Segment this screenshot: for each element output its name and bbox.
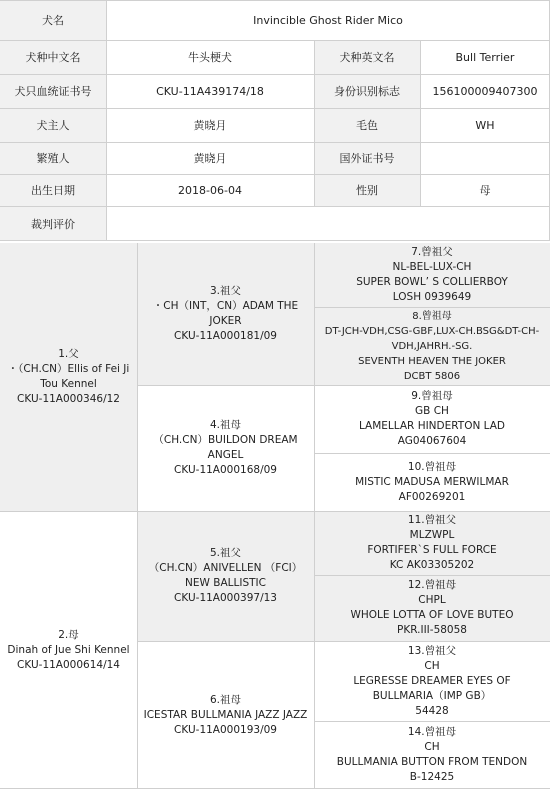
g13-reg: 54428 [415,704,449,717]
grandsire-5-cell [137,511,314,641]
grid-line [0,0,550,1]
g12-line1: CHPL [418,594,446,606]
g11-title: 11.曾祖父 [407,514,457,526]
grid-line [137,243,138,789]
grandsire-3-cell [137,243,314,385]
dam-name-line1: Dinah of Jue Shi Kennel [7,643,130,656]
grid-line [106,0,107,241]
breeder-label: 繁殖人 [0,142,106,174]
g4-name-line2: ANGEL [207,449,244,461]
grid-line [0,74,550,75]
g5-reg: CKU-11A000397/13 [174,592,277,604]
birth-value: 2018-06-04 [178,183,242,197]
g8-line1: DT-JCH-VDH,CSG-GBF,LUX-CH.BSG&DT-CH- [324,325,540,337]
g14-line1: CH [424,741,440,753]
great-granddam-8-cell [314,307,550,385]
g10-title: 10.曾祖母 [407,460,457,473]
sire-reg: CKU-11A000346/12 [17,393,120,405]
grid-line [314,40,315,206]
g4-name-line1: （CH.CN）BUILDON DREAM [153,434,298,446]
g8-line2: VDH,JAHRH.-SG. [391,340,473,352]
great-granddam-14-cell [314,721,550,789]
pedigree-no-label: 犬只血统证书号 [0,74,106,108]
color-value: WH [475,118,495,132]
id-value: 156100009407300 [432,84,538,98]
color-label: 毛色 [314,108,420,142]
g13-line3: BULLMARIA（IMP GB） [372,689,492,702]
g12-title: 12.曾祖母 [407,579,457,591]
sire-cell [0,243,137,511]
granddam-4-cell [137,385,314,511]
grid-line [137,385,550,386]
g8-title: 8.曾祖母 [412,310,452,322]
g5-name-line2: NEW BALLISTIC [185,577,266,589]
great-granddam-12-cell [314,575,550,641]
g7-line1: NL-BEL-LUX-CH [392,261,472,273]
id-label: 身份识别标志 [314,74,420,108]
grid-line [314,307,550,308]
grid-line [0,240,550,241]
g10-line1: MISTIC MADUSA MERWILMAR [355,475,509,488]
g13-line2: LEGRESSE DREAMER EYES OF [353,674,511,687]
foreign-cert-value [420,142,550,174]
pedigree-table [0,243,550,789]
great-granddam-9-cell [314,385,550,453]
g13-line1: CH [424,659,440,672]
grid-line [0,108,550,109]
g8-reg: DCBT 5806 [403,370,461,382]
great-grandsire-11-cell [314,511,550,575]
grid-line [0,142,550,143]
owner-value: 黄晓月 [193,119,227,132]
dog-name-label: 犬名 [0,0,106,40]
grid-line [314,575,550,576]
sex-value: 母 [479,184,491,197]
g6-reg: CKU-11A000193/09 [174,723,277,736]
g3-name-line1: ・CH（INT，CN）ADAM THE [152,300,299,312]
g12-reg: PKR.III-58058 [397,624,467,636]
g9-reg: AG04067604 [397,435,467,447]
g3-name-line2: JOKER [209,315,242,327]
dam-cell [0,511,137,789]
great-grandsire-13-cell [314,641,550,721]
g4-reg: CKU-11A000168/09 [174,464,277,476]
breed-en-label: 犬种英文名 [314,40,420,74]
grid-line [0,40,550,41]
judge-label: 裁判评价 [0,206,106,241]
g4-title: 4.祖母 [209,419,242,431]
breed-cn-label: 犬种中文名 [0,40,106,74]
g5-name-line1: （CH.CN）ANIVELLEN （FCI） [148,562,303,574]
sex-label: 性别 [314,174,420,206]
dog-name-value: Invincible Ghost Rider Mico [253,13,403,27]
pedigree-no-value: CKU-11A439174/18 [156,84,264,98]
grid-line [0,206,550,207]
great-granddam-10-cell [314,453,550,511]
g11-line1: MLZWPL [409,529,455,541]
breed-en-value: Bull Terrier [455,50,515,64]
grid-line [137,641,550,642]
g11-reg: KC AK03305202 [389,559,475,571]
g10-reg: AF00269201 [398,490,466,503]
g9-title: 9.曾祖母 [411,390,453,402]
g12-line2: WHOLE LOTTA OF LOVE BUTEO [350,609,514,621]
g7-line2: SUPER BOWL’ S COLLIERBOY [356,276,508,288]
dam-title: 2.母 [58,628,79,641]
g5-title: 5.祖父 [209,547,242,559]
birth-label: 出生日期 [0,174,106,206]
g6-name-line1: ICESTAR BULLMANIA JAZZ JAZZ [143,708,308,721]
g6-title: 6.祖母 [209,693,242,706]
granddam-6-cell [137,641,314,789]
judge-value [106,206,550,241]
sire-name-line1: ・（CH.CN）Ellis of Fei Ji [7,363,130,375]
grid-line [0,174,550,175]
great-grandsire-7-cell [314,243,550,307]
g9-line1: GB CH [415,405,449,417]
grid-line [314,453,550,454]
g14-line2: BULLMANIA BUTTON FROM TENDON [336,756,528,768]
g14-reg: B-12425 [409,771,455,783]
breed-cn-value: 牛头梗犬 [188,51,232,64]
g9-line2: LAMELLAR HINDERTON LAD [358,420,506,432]
grid-line [0,511,550,512]
sire-title: 1.父 [58,348,79,360]
g7-reg: LOSH 0939649 [392,291,472,303]
dam-reg: CKU-11A000614/14 [17,658,120,671]
grid-line [314,243,315,789]
g11-line2: FORTIFER`S FULL FORCE [367,544,497,556]
g3-title: 3.祖父 [209,285,242,297]
g8-line3: SEVENTH HEAVEN THE JOKER [358,355,506,367]
grid-line [314,721,550,722]
g14-title: 14.曾祖母 [407,726,457,738]
owner-label: 犬主人 [0,108,106,142]
g13-title: 13.曾祖父 [407,644,457,657]
foreign-cert-label: 国外证书号 [314,142,420,174]
grid-line [420,40,421,206]
g7-title: 7.曾祖父 [411,246,453,258]
g3-reg: CKU-11A000181/09 [174,330,277,342]
sire-name-line2: Tou Kennel [40,378,97,390]
breeder-value: 黄晓月 [193,152,227,165]
dog-info-table [0,0,550,241]
